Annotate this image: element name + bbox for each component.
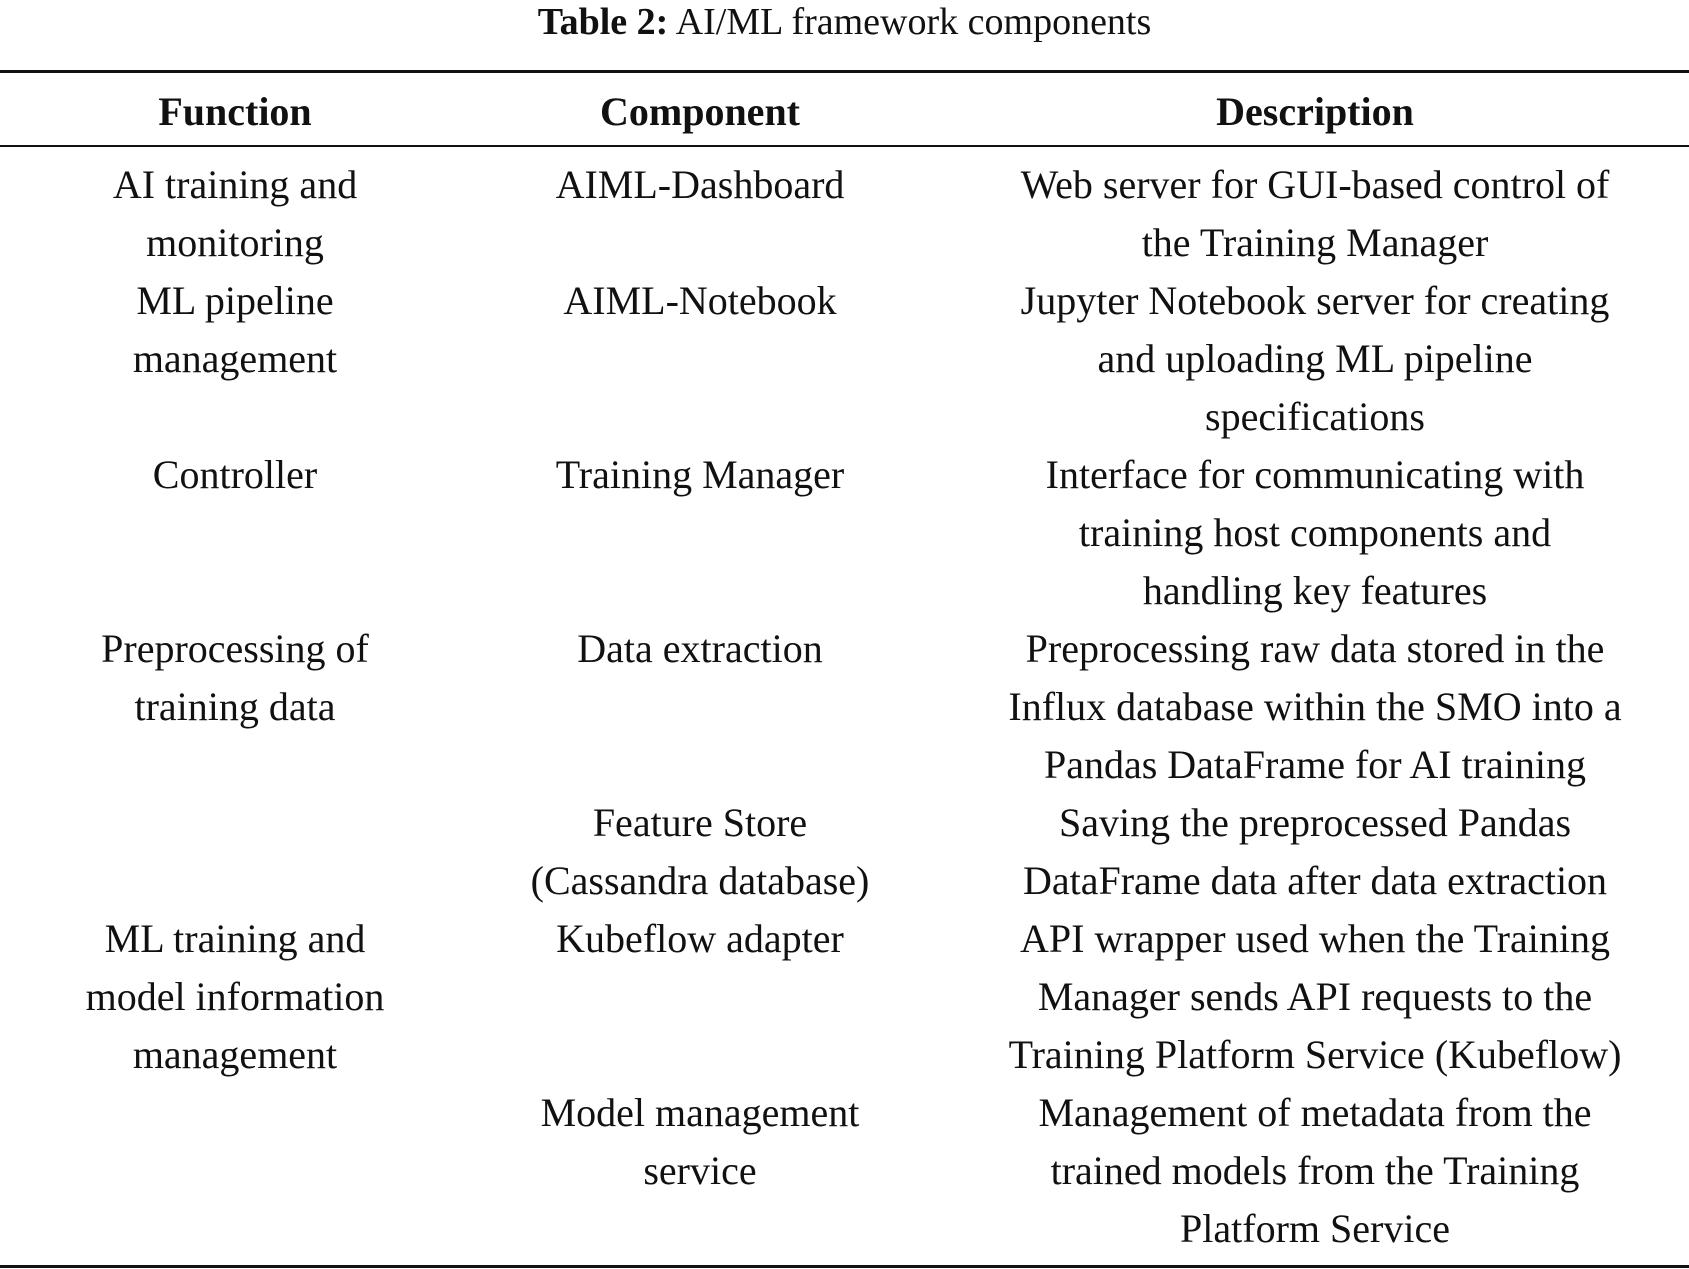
component-cell bbox=[470, 910, 930, 968]
function-cell-line: ML pipeline bbox=[136, 278, 334, 323]
function-cell bbox=[0, 620, 470, 736]
function-cell-line: ML training and bbox=[104, 916, 366, 961]
component-cell-line: Training Manager bbox=[555, 452, 845, 497]
description-cell-line: and uploading ML pipeline bbox=[1097, 336, 1533, 381]
component-cell bbox=[470, 156, 930, 214]
description-cell-line: Management of metadata from the bbox=[1038, 1090, 1592, 1135]
description-cell bbox=[948, 794, 1682, 910]
header-description: Description bbox=[1216, 89, 1414, 134]
table-header bbox=[0, 84, 1689, 140]
description-cell bbox=[948, 446, 1682, 620]
description-cell-line: the Training Manager bbox=[1141, 220, 1489, 265]
function-cell-line: Preprocessing of bbox=[101, 626, 369, 671]
component-cell-line: Data extraction bbox=[577, 626, 823, 671]
description-cell-line: Jupyter Notebook server for creating bbox=[1020, 278, 1610, 323]
description-cell bbox=[948, 272, 1682, 446]
component-cell bbox=[470, 620, 930, 678]
function-cell-line: training data bbox=[134, 684, 336, 729]
component-cell-line: Model management bbox=[540, 1090, 860, 1135]
component-cell bbox=[470, 794, 930, 910]
component-cell-line: service bbox=[643, 1148, 757, 1193]
function-cell-line: Controller bbox=[152, 452, 318, 497]
function-cell-line: management bbox=[132, 1032, 338, 1077]
function-cell-line: model information bbox=[85, 974, 385, 1019]
description-cell-line: handling key features bbox=[1142, 568, 1488, 613]
description-cell bbox=[948, 1084, 1682, 1258]
bottom-rule bbox=[0, 1265, 1689, 1268]
function-cell bbox=[0, 156, 470, 272]
description-cell-line: Web server for GUI-based control of bbox=[1020, 162, 1610, 207]
header-component: Component bbox=[599, 89, 801, 134]
function-cell-line: AI training and bbox=[112, 162, 358, 207]
description-cell-line: Preprocessing raw data stored in the bbox=[1025, 626, 1605, 671]
component-cell bbox=[470, 1084, 930, 1200]
description-cell-line: Influx database within the SMO into a bbox=[1008, 684, 1622, 729]
description-cell-line: Platform Service bbox=[1180, 1206, 1450, 1251]
description-cell-line: Saving the preprocessed Pandas bbox=[1058, 800, 1572, 845]
description-cell-line: DataFrame data after data extraction bbox=[1022, 858, 1608, 903]
component-cell-line: AIML-Dashboard bbox=[555, 162, 845, 207]
component-cell-line: Kubeflow adapter bbox=[556, 916, 844, 961]
component-cell-line: (Cassandra database) bbox=[530, 858, 870, 903]
description-cell bbox=[948, 910, 1682, 1084]
component-cell-line: AIML-Notebook bbox=[563, 278, 837, 323]
description-cell-line: API wrapper used when the Training bbox=[1020, 916, 1610, 961]
description-cell-line: training host components and bbox=[1078, 510, 1552, 555]
component-cell-line: Feature Store bbox=[592, 800, 808, 845]
table-caption bbox=[0, 0, 1689, 44]
header-function: Function bbox=[158, 89, 312, 134]
description-cell bbox=[948, 620, 1682, 794]
function-cell bbox=[0, 446, 470, 504]
component-cell bbox=[470, 446, 930, 504]
header-rule bbox=[0, 145, 1689, 147]
top-rule bbox=[0, 70, 1689, 73]
description-cell-line: Manager sends API requests to the bbox=[1037, 974, 1593, 1019]
description-cell-line: Interface for communicating with bbox=[1045, 452, 1585, 497]
description-cell bbox=[948, 156, 1682, 272]
caption-title: AI/ML framework components bbox=[675, 1, 1152, 43]
description-cell-line: specifications bbox=[1205, 394, 1425, 439]
function-cell-line: management bbox=[132, 336, 338, 381]
component-cell bbox=[470, 272, 930, 330]
function-cell bbox=[0, 910, 470, 1084]
function-cell-line: monitoring bbox=[146, 220, 324, 265]
description-cell-line: Pandas DataFrame for AI training bbox=[1043, 742, 1587, 787]
caption-label: Table 2: bbox=[537, 1, 669, 43]
description-cell-line: trained models from the Training bbox=[1050, 1148, 1580, 1193]
function-cell bbox=[0, 272, 470, 388]
description-cell-line: Training Platform Service (Kubeflow) bbox=[1008, 1032, 1622, 1077]
